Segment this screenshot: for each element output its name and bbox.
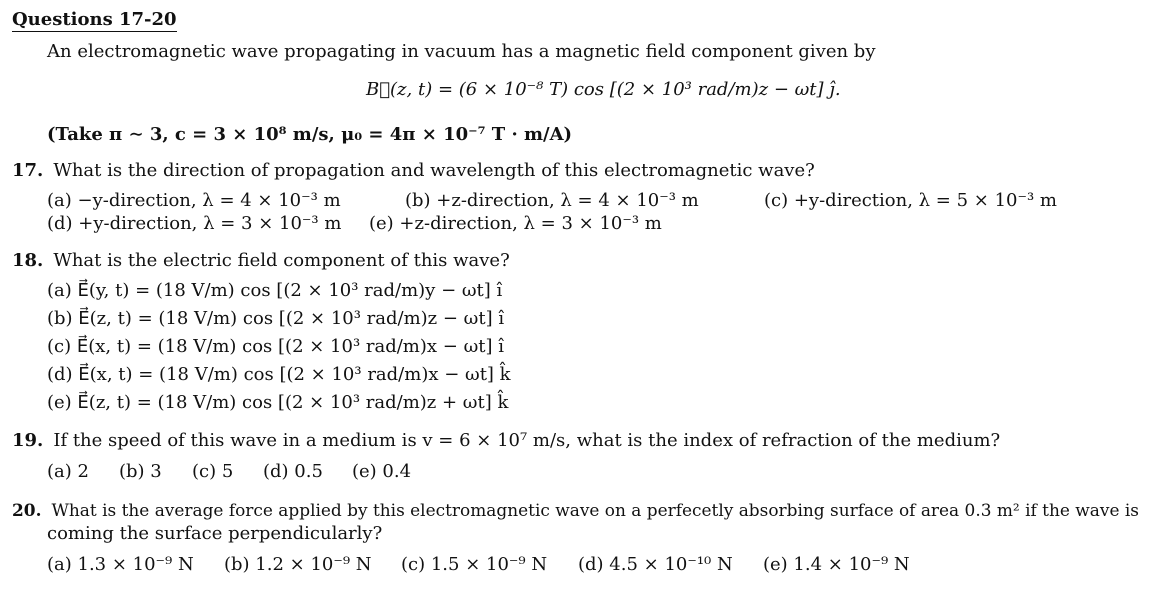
q19-option-e: (e) 0.4 [352,461,412,482]
q20-option-b: (b) 1.2 × 10⁻⁹ N [224,554,372,575]
q20-option-a: (a) 1.3 × 10⁻⁹ N [47,554,194,575]
q18-option-b: (b) E⃗(z, t) = (18 V/m) cos [(2 × 10³ rad/m)z − ωt] î [47,308,505,329]
question-number: 18. [12,250,44,271]
q18-option-d: (d) E⃗(x, t) = (18 V/m) cos [(2 × 10³ rad/m)x − ωt] k̂ [47,364,511,385]
question-text: What is the direction of propagation and wavelength of this electromagnetic wave? [53,160,815,181]
q17-option-b: (b) +z-direction, λ = 4 × 10⁻³ m [405,190,699,211]
q18-option-c: (c) E⃗(x, t) = (18 V/m) cos [(2 × 10³ rad/m)x − ωt] î [47,336,504,357]
question-number: 20. [12,500,42,520]
q17-option-a: (a) −y-direction, λ = 4 × 10⁻³ m [47,190,341,211]
question-text: What is the electric field component of this wave? [53,250,510,271]
q18-option-a: (a) E⃗(y, t) = (18 V/m) cos [(2 × 10³ rad/m)y − ωt] î [47,280,503,301]
intro-text: An electromagnetic wave propagating in vacuum has a magnetic field component given by [47,41,876,62]
q19-option-c: (c) 5 [192,461,234,482]
q17-option-c: (c) +y-direction, λ = 5 × 10⁻³ m [764,190,1057,211]
q20-option-d: (d) 4.5 × 10⁻¹⁰ N [578,554,733,575]
q19-option-b: (b) 3 [119,461,162,482]
question-number: 19. [12,430,44,451]
q18-option-e: (e) E⃗(z, t) = (18 V/m) cos [(2 × 10³ rad/m)z + ωt] k̂ [47,392,509,413]
question-text: If the speed of this wave in a medium is v = 6 × 10⁷ m/s, what is the index of refraction of the medium? [53,430,1001,451]
question-19 [12,430,1000,452]
constants-note: (Take π ∼ 3, c = 3 × 10⁸ m/s, μ₀ = 4π × 10⁻⁷ T · m/A) [47,124,573,145]
q17-option-d: (d) +y-direction, λ = 3 × 10⁻³ m [47,213,342,234]
section-heading: Questions 17-20 [12,9,177,30]
question-20 [12,499,1139,521]
q20-option-c: (c) 1.5 × 10⁻⁹ N [401,554,548,575]
question-number: 17. [12,160,44,181]
magnetic-field-equation: B⃗(z, t) = (6 × 10⁻⁸ T) cos [(2 × 10³ rad/m)z − ωt] ĵ. [366,79,841,100]
question-text: What is the average force applied by this electromagnetic wave on a perfecetly absorbing surface of area 0.3 m² if the wave is [51,500,1139,520]
q20-option-e: (e) 1.4 × 10⁻⁹ N [763,554,910,575]
q19-option-a: (a) 2 [47,461,89,482]
q19-option-d: (d) 0.5 [263,461,323,482]
question-20-continuation: coming the surface perpendicularly? [47,523,383,544]
question-17 [12,160,815,182]
question-18 [12,250,510,272]
q17-option-e: (e) +z-direction, λ = 3 × 10⁻³ m [369,213,662,234]
